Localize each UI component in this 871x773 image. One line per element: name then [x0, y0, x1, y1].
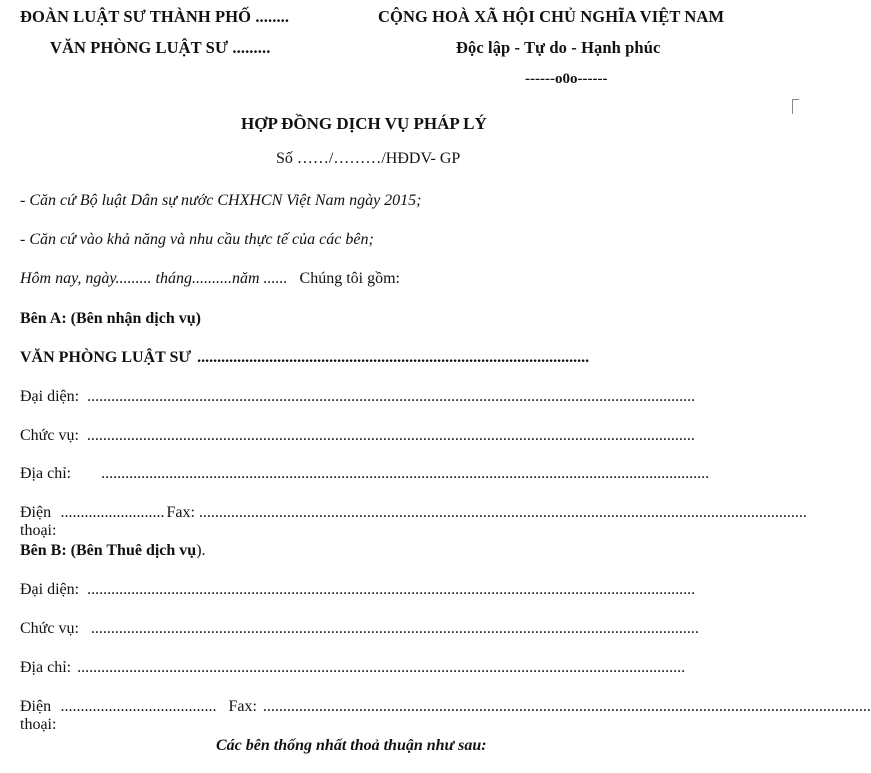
party-a-heading: Bên A: (Bên nhận dịch vụ)	[20, 310, 201, 327]
party-b-position-row	[20, 620, 725, 638]
party-a-office-label: VĂN PHÒNG LUẬT SƯ	[20, 349, 192, 366]
party-a-address-row	[20, 465, 725, 483]
motto-separator: ------o0o------	[525, 71, 608, 87]
party-b-fax-field: ........................................................................................................................................................	[262, 698, 871, 715]
contract-number: Số ……/………/HĐDV- GP	[276, 150, 461, 167]
party-a-position-row	[20, 427, 725, 445]
party-a-address-label: Địa chỉ:	[20, 465, 72, 482]
party-a-contact-row	[20, 504, 807, 540]
national-title: CỘNG HOÀ XÃ HỘI CHỦ NGHĨA VIỆT NAM	[378, 7, 725, 26]
party-b-phone-label: Điện thoại:	[20, 698, 57, 733]
date-fields: Hôm nay, ngày......... tháng..........năm ......	[20, 270, 288, 287]
legal-basis-capacity: - Căn cứ vào khả năng và nhu cầu thực tế của các bên;	[20, 231, 374, 248]
party-a-phone-field: ..........................	[60, 504, 165, 521]
we-include-text: Chúng tôi gồm:	[299, 270, 400, 287]
party-b-address-label: Địa chỉ:	[20, 659, 72, 676]
party-b-position-field: ........................................................................................................................................................	[90, 620, 699, 637]
party-b-heading	[20, 542, 206, 560]
party-b-heading-tail: ).	[196, 542, 206, 559]
document-title: HỢP ĐỒNG DỊCH VỤ PHÁP LÝ	[241, 114, 487, 133]
page-margin-marker	[792, 99, 799, 114]
party-b-representative-field: ........................................................................................................................................................	[87, 581, 696, 598]
party-a-position-label: Chức vụ:	[20, 427, 79, 444]
party-a-office-row	[20, 349, 725, 367]
party-b-fax-label: Fax:	[228, 698, 257, 715]
legal-basis-civil-code: - Căn cứ Bộ luật Dân sự nước CHXHCN Việt Nam ngày 2015;	[20, 192, 422, 209]
agreement-heading: Các bên thống nhất thoả thuận như sau:	[216, 737, 487, 754]
party-b-representative-row	[20, 581, 725, 599]
party-b-address-field: ........................................................................................................................................................	[77, 659, 686, 676]
party-a-address-field: ........................................................................................................................................................	[101, 465, 710, 482]
party-a-fax-field: ........................................................................................................................................................	[198, 504, 807, 521]
law-office-heading: VĂN PHÒNG LUẬT SƯ .........	[50, 38, 271, 57]
party-b-position-label: Chức vụ:	[20, 620, 79, 637]
date-line	[20, 270, 400, 288]
party-b-address-row	[20, 659, 725, 677]
party-a-fax-label: Fax:	[166, 504, 195, 521]
party-a-representative-label: Đại diện:	[20, 388, 80, 405]
bar-association-heading: ĐOÀN LUẬT SƯ THÀNH PHỐ ........	[20, 7, 290, 26]
party-b-phone-field: .......................................	[60, 698, 217, 715]
party-a-representative-row	[20, 388, 725, 406]
party-b-heading-label: Bên B: (Bên Thuê dịch vụ	[20, 542, 197, 559]
national-motto: Độc lập - Tự do - Hạnh phúc	[456, 38, 661, 57]
party-a-position-field: ........................................................................................................................................................	[86, 427, 695, 444]
party-a-representative-field: ........................................................................................................................................................	[87, 388, 696, 405]
party-b-representative-label: Đại diện:	[20, 581, 80, 598]
party-b-contact-row	[20, 698, 871, 734]
party-a-office-field: ..................................................................................................	[197, 349, 590, 366]
party-a-phone-label: Điện thoại:	[20, 504, 57, 539]
